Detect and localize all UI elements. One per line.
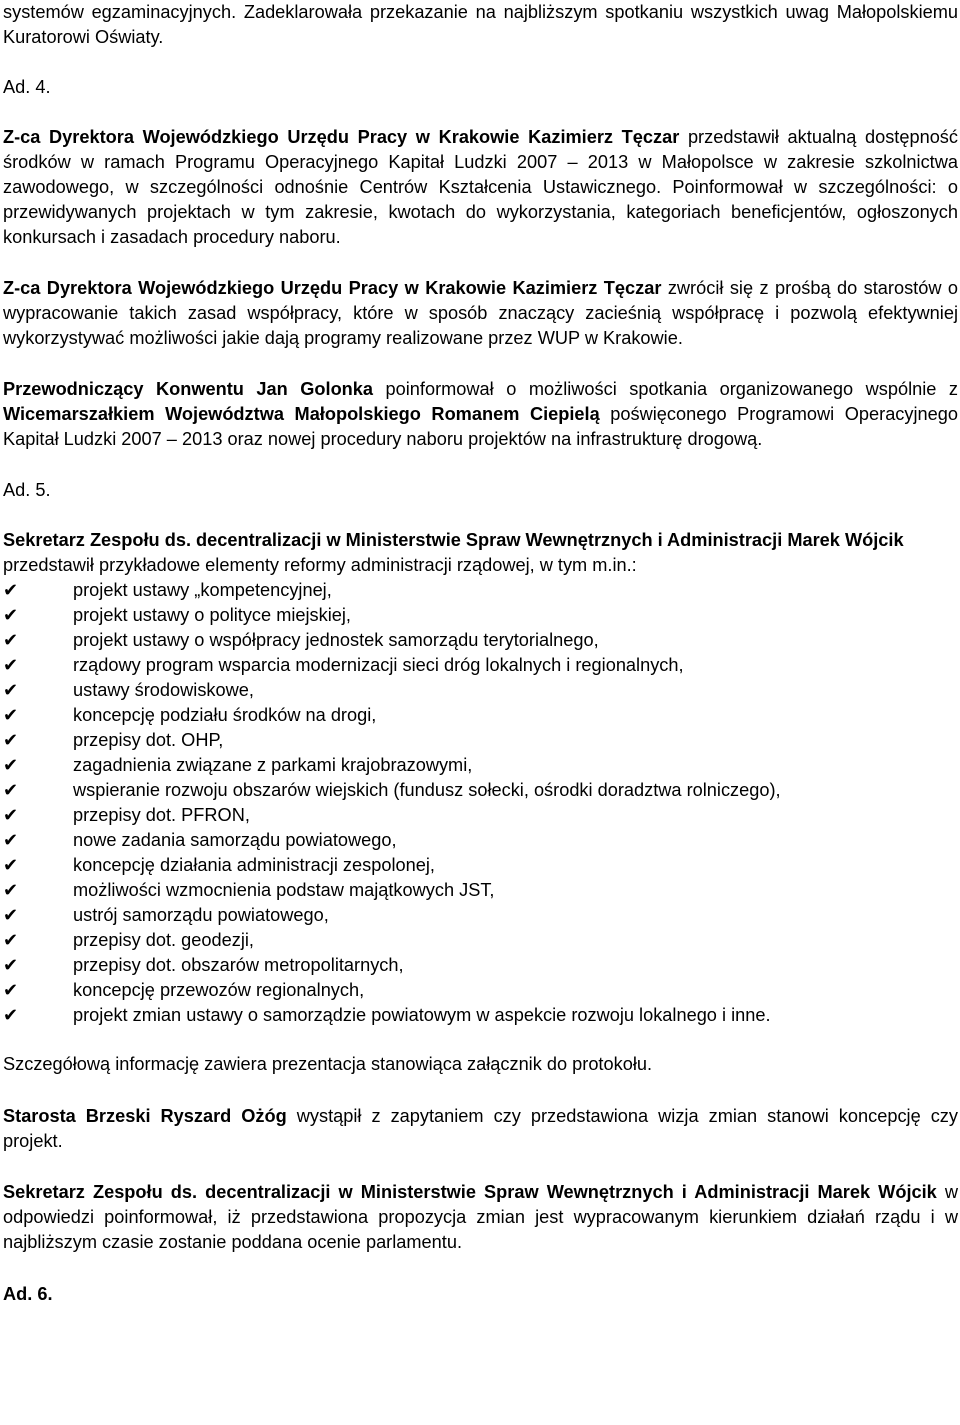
list-item xyxy=(3,828,958,853)
list-item xyxy=(3,728,958,753)
speaker-name: Sekretarz Zespołu ds. decentralizacji w Ministerstwie Spraw Wewnętrznych i Administracji Marek Wójcik xyxy=(3,1182,937,1202)
ad6-heading: Ad. 6. xyxy=(3,1284,53,1304)
checkmark-icon: ✔ xyxy=(3,605,19,626)
list-item xyxy=(3,578,958,603)
list-item-text: koncepcję podziału środków na drogi, xyxy=(73,705,377,725)
paragraph-text: zwrócił się z prośbą do starostów o wypracowanie takich zasad współpracy, które w sposób znaczący zacieśnią współpracę i pozwolą efektywniej wykorzystywać możliwości jakie dają programy realizowane przez WUP w Krakowie. xyxy=(3,278,958,348)
list-item-text: przepisy dot. OHP, xyxy=(73,730,224,750)
list-item-text: projekt zmian ustawy o samorządzie powiatowym w aspekcie rozwoju lokalnego i inne. xyxy=(73,1005,771,1025)
list-item xyxy=(3,928,958,953)
list-item-text: koncepcję przewozów regionalnych, xyxy=(73,980,365,1000)
ad4-heading: Ad. 4. xyxy=(3,77,51,97)
list-item-text: wspieranie rozwoju obszarów wiejskich (fundusz sołecki, ośrodki doradztwa rolniczego), xyxy=(73,780,781,800)
checkmark-icon: ✔ xyxy=(3,980,19,1001)
list-item xyxy=(3,878,958,903)
checkmark-icon: ✔ xyxy=(3,905,19,926)
checkmark-icon: ✔ xyxy=(3,880,19,901)
list-item xyxy=(3,903,958,928)
paragraph-wojcik-reform xyxy=(3,528,958,578)
checkmark-icon: ✔ xyxy=(3,830,19,851)
intro-paragraph: systemów egzaminacyjnych. Zadeklarowała przekazanie na najbliższym spotkaniu wszystkich uwag Małopolskiemu Kuratorowi Oświaty. xyxy=(3,2,958,47)
list-item xyxy=(3,678,958,703)
list-item-text: przepisy dot. obszarów metropolitarnych, xyxy=(73,955,404,975)
list-item xyxy=(3,778,958,803)
ad5-heading: Ad. 5. xyxy=(3,480,51,500)
checkmark-icon: ✔ xyxy=(3,955,19,976)
paragraph-ozog xyxy=(3,1104,958,1154)
speaker-name: Sekretarz Zespołu ds. decentralizacji w Ministerstwie Spraw Wewnętrznych i Administracji Marek Wójcik xyxy=(3,530,904,550)
list-item xyxy=(3,803,958,828)
list-item-text: zagadnienia związane z parkami krajobrazowymi, xyxy=(73,755,473,775)
list-item-text: ustawy środowiskowe, xyxy=(73,680,254,700)
paragraph-wojcik-answer xyxy=(3,1180,958,1255)
paragraph-teczar-availability xyxy=(3,125,958,250)
list-item xyxy=(3,1003,958,1028)
guest-name: Wicemarszałkiem Województwa Małopolskiego Romanem Ciepielą xyxy=(3,404,600,424)
list-item-text: rządowy program wsparcia modernizacji sieci dróg lokalnych i regionalnych, xyxy=(73,655,684,675)
list-item xyxy=(3,978,958,1003)
checkmark-icon: ✔ xyxy=(3,680,19,701)
checkmark-icon: ✔ xyxy=(3,580,19,601)
speaker-name: Z-ca Dyrektora Wojewódzkiego Urzędu Pracy w Krakowie Kazimierz Tęczar xyxy=(3,127,680,147)
paragraph-text: przedstawił przykładowe elementy reformy administracji rządowej, w tym m.in.: xyxy=(3,555,637,575)
checkmark-icon: ✔ xyxy=(3,805,19,826)
checkmark-icon: ✔ xyxy=(3,1005,19,1026)
list-item xyxy=(3,953,958,978)
speaker-name: Starosta Brzeski Ryszard Ożóg xyxy=(3,1106,287,1126)
checkmark-icon: ✔ xyxy=(3,755,19,776)
speaker-name: Przewodniczący Konwentu Jan Golonka xyxy=(3,379,374,399)
checkmark-icon: ✔ xyxy=(3,705,19,726)
document-page xyxy=(3,0,958,1307)
speaker-name: Z-ca Dyrektora Wojewódzkiego Urzędu Pracy w Krakowie Kazimierz Tęczar xyxy=(3,278,662,298)
list-item-text: ustrój samorządu powiatowego, xyxy=(73,905,329,925)
paragraph-text: poinformował o możliwości spotkania organizowanego wspólnie z xyxy=(373,379,958,399)
paragraph-text: przedstawił aktualną dostępność środków w ramach Programu Operacyjnego Kapitał Ludzki 2007 – 2013 w Małopolsce w zakresie szkolnictwa zawodowego, w szczególności odnośnie Centrów Kształcenia Ustawicznego. Poinformował w szczególności: o przewidywanych projektach w tym zakresie, kwotach do wykorzystania, kategoriach beneficjentów, ogłoszonych konkursach i zasadach procedury naboru. xyxy=(3,127,958,247)
list-item-text: projekt ustawy „kompetencyjnej, xyxy=(73,580,332,600)
list-item-text: projekt ustawy o polityce miejskiej, xyxy=(73,605,351,625)
list-item-text: możliwości wzmocnienia podstaw majątkowych JST, xyxy=(73,880,495,900)
checkmark-icon: ✔ xyxy=(3,730,19,751)
paragraph-text: w odpowiedzi poinformował, iż przedstawiona propozycja zmian jest wypracowanym kierunkiem działań rządu i w najbliższym czasie zostanie poddana ocenie parlamentu. xyxy=(3,1182,959,1252)
paragraph-text: wystąpił z zapytaniem czy przedstawiona wizja zmian stanowi koncepcję czy projekt. xyxy=(3,1106,958,1151)
paragraph-attachment-note: Szczegółową informację zawiera prezentacja stanowiąca załącznik do protokołu. xyxy=(3,1054,653,1074)
checkmark-icon: ✔ xyxy=(3,855,19,876)
list-item xyxy=(3,753,958,778)
checkmark-icon: ✔ xyxy=(3,630,19,651)
checkmark-icon: ✔ xyxy=(3,780,19,801)
list-item-text: projekt ustawy o współpracy jednostek samorządu terytorialnego, xyxy=(73,630,599,650)
paragraph-text: poświęconego Programowi Operacyjnego Kapitał Ludzki 2007 – 2013 oraz nowej procedury naboru projektów na infrastrukturę drogową. xyxy=(3,404,958,449)
list-item xyxy=(3,603,958,628)
checkmark-icon: ✔ xyxy=(3,930,19,951)
list-item-text: przepisy dot. PFRON, xyxy=(73,805,250,825)
checkmark-icon: ✔ xyxy=(3,655,19,676)
list-item xyxy=(3,628,958,653)
paragraph-teczar-request xyxy=(3,276,958,351)
list-item-text: nowe zadania samorządu powiatowego, xyxy=(73,830,397,850)
list-item-text: przepisy dot. geodezji, xyxy=(73,930,254,950)
list-item xyxy=(3,653,958,678)
list-item xyxy=(3,703,958,728)
list-item-text: koncepcję działania administracji zespolonej, xyxy=(73,855,435,875)
reform-elements-list xyxy=(3,578,958,1028)
list-item xyxy=(3,853,958,878)
paragraph-golonka xyxy=(3,377,958,452)
